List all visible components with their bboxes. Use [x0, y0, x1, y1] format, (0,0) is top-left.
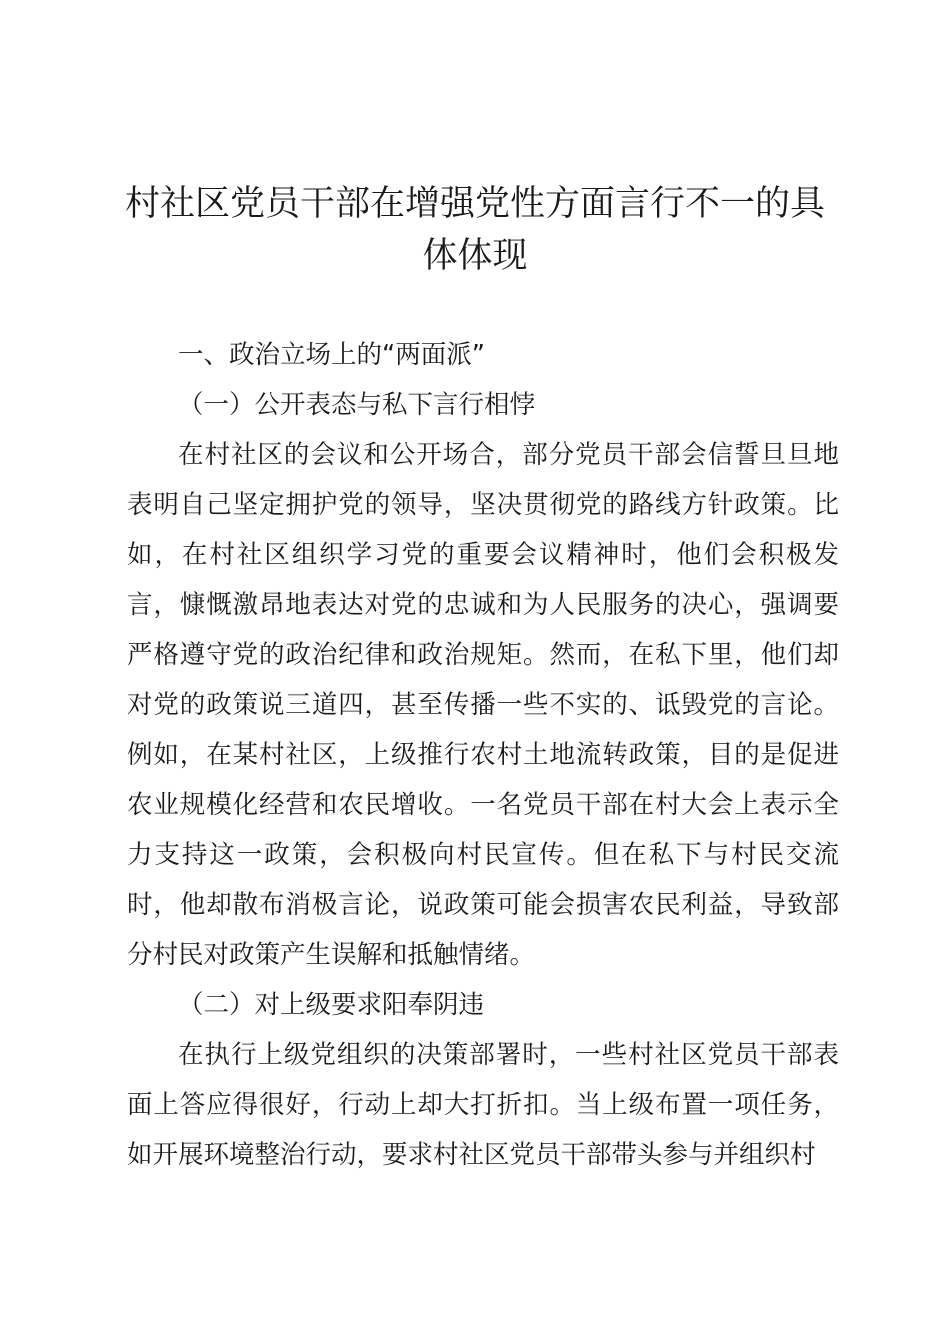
- document-body: [127, 330, 839, 1180]
- subsection-heading-1: （一）公开表态与私下言行相悖: [178, 390, 536, 420]
- section-heading-1: 一、政治立场上的“两面派”: [178, 340, 485, 370]
- subsection-heading-2: （二）对上级要求阳奉阴违: [178, 990, 485, 1020]
- document-title: 村社区党员干部在增强党性方面言行不一的具体体现: [124, 184, 825, 276]
- body-paragraph-2: 在执行上级党组织的决策部署时，一些村社区党员干部表面上答应得很好，行动上却大打折扣。当上级布置一项任务，如开展环境整治行动，要求村社区党员干部带头参与并组织村: [127, 1040, 839, 1170]
- body-paragraph-1: 在村社区的会议和公开场合，部分党员干部会信誓旦旦地表明自己坚定拥护党的领导，坚决贯彻党的路线方针政策。比如，在村社区组织学习党的重要会议精神时，他们会积极发言，慷慨激昂地表达对党的忠诚和为人民服务的决心，强调要严格遵守党的政治纪律和政治规矩。然而，在私下里，他们却对党的政策说三道四，甚至传播一些不实的、诋毁党的言论。例如，在某村社区，上级推行农村土地流转政策，目的是促进农业规模化经营和农民增收。一名党员干部在村大会上表示全力支持这一政策，会积极向村民宣传。但在私下与村民交流时，他却散布消极言论，说政策可能会损害农民利益，导致部分村民对政策产生误解和抵触情绪。: [127, 440, 839, 970]
